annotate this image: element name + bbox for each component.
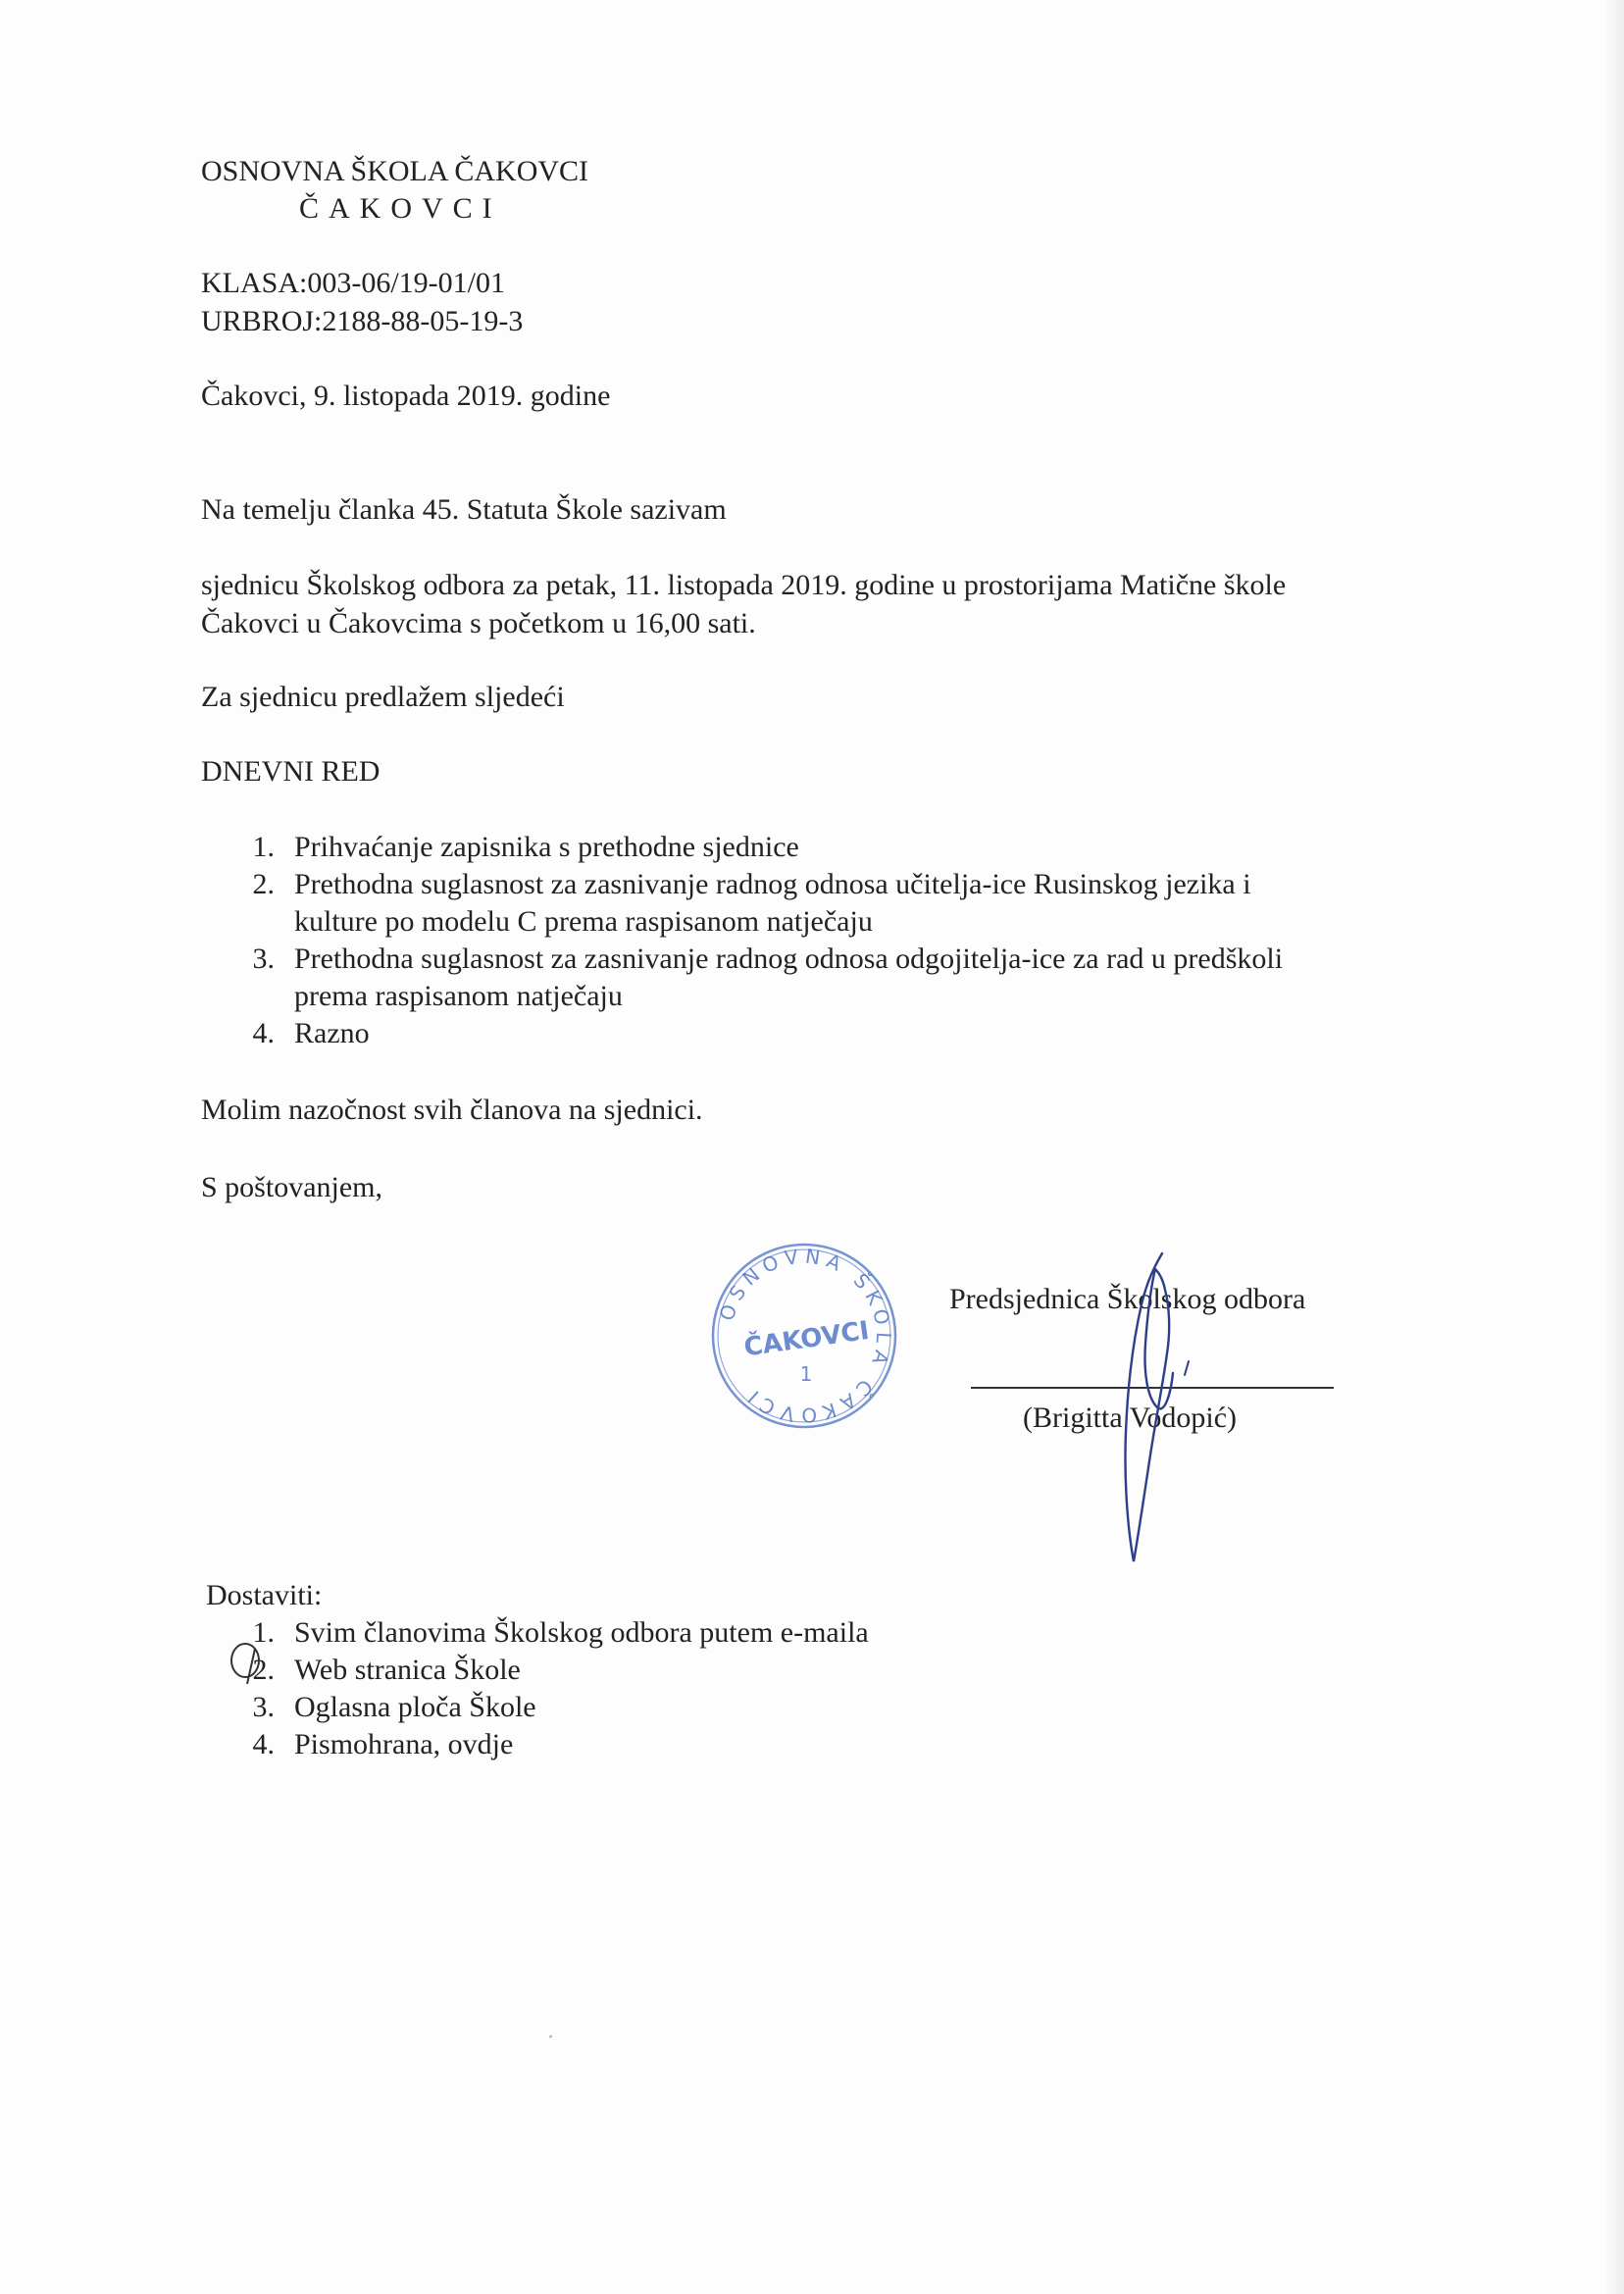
meeting-line-1: sjednicu Školskog odbora za petak, 11. listopada 2019. godine u prostorijama Matične škole — [201, 569, 1287, 601]
proposal-text: Za sjednicu predlažem sljedeći — [201, 681, 565, 713]
agenda-item — [233, 866, 1283, 941]
stamp-ring-text: OSNOVNA ŠKOLA ČAKOVCI — [714, 1244, 896, 1428]
distribution-item — [233, 1614, 869, 1652]
handwritten-signature — [1069, 1246, 1206, 1569]
place-date: Čakovci, 9. listopada 2019. godine — [201, 380, 611, 412]
distribution-text: Pismohrana, ovdje — [294, 1728, 514, 1760]
agenda-text: Prihvaćanje zapisnika s prethodne sjednice — [294, 831, 799, 863]
agenda-number: 4. — [252, 1017, 275, 1049]
agenda-text-cont: kulture po modelu C prema raspisanom natječaju — [294, 905, 873, 938]
urbroj: URBROJ:2188-88-05-19-3 — [201, 305, 524, 337]
school-name: OSNOVNA ŠKOLA ČAKOVCI — [201, 155, 589, 187]
agenda-item — [233, 1015, 1283, 1052]
agenda-item — [233, 941, 1283, 1015]
pen-mark-slash — [247, 1649, 255, 1684]
distribution-item — [233, 1726, 869, 1763]
scan-speck — [549, 2035, 552, 2038]
stamp-center-text: ČAKOVCI — [741, 1315, 872, 1363]
distribution-title: Dostaviti: — [206, 1579, 323, 1611]
school-town: ČAKOVCI — [299, 192, 502, 225]
agenda-number: 3. — [252, 943, 275, 975]
distribution-number: 2. — [252, 1654, 275, 1686]
attendance-text: Molim nazočnost svih članova na sjednici. — [201, 1094, 703, 1126]
pen-mark-circle — [226, 1623, 265, 1688]
klasa: KLASA:003-06/19-01/01 — [201, 267, 505, 299]
agenda-text: Prethodna suglasnost za zasnivanje radnog odnosa odgojitelja-ice za rad u predškoli — [294, 943, 1284, 975]
distribution-item — [233, 1689, 869, 1726]
school-stamp — [706, 1238, 902, 1434]
distribution-item — [233, 1652, 869, 1689]
distribution-text: Web stranica Škole — [294, 1654, 521, 1686]
agenda-item — [233, 829, 1283, 866]
scan-edge — [1606, 0, 1624, 2294]
signatory-title: Predsjednica Školskog odbora — [949, 1283, 1306, 1315]
distribution-number: 4. — [252, 1728, 275, 1760]
agenda-list — [233, 829, 1283, 1052]
stamp-number: 1 — [799, 1362, 813, 1386]
signatory-name: (Brigitta Vodopić) — [1023, 1402, 1238, 1434]
agenda-text: Prethodna suglasnost za zasnivanje radnog odnosa učitelja-ice Rusinskog jezika i — [294, 868, 1251, 900]
signature-stroke — [1125, 1253, 1173, 1561]
distribution-number: 1. — [252, 1616, 275, 1649]
distribution-text: Svim članovima Školskog odbora putem e-maila — [294, 1616, 869, 1649]
agenda-text: Razno — [294, 1017, 370, 1049]
distribution-list — [233, 1614, 869, 1763]
agenda-number: 1. — [252, 831, 275, 863]
distribution-text: Oglasna ploča Škole — [294, 1691, 536, 1723]
intro-text: Na temelju članka 45. Statuta Škole sazivam — [201, 493, 727, 526]
agenda-number: 2. — [252, 868, 275, 900]
agenda-title: DNEVNI RED — [201, 755, 381, 788]
signature-tick — [1185, 1361, 1189, 1375]
agenda-text-cont: prema raspisanom natječaju — [294, 980, 623, 1012]
meeting-line-2: Čakovci u Čakovcima s početkom u 16,00 sati. — [201, 607, 756, 639]
regards-text: S poštovanjem, — [201, 1171, 382, 1203]
distribution-number: 3. — [252, 1691, 275, 1723]
